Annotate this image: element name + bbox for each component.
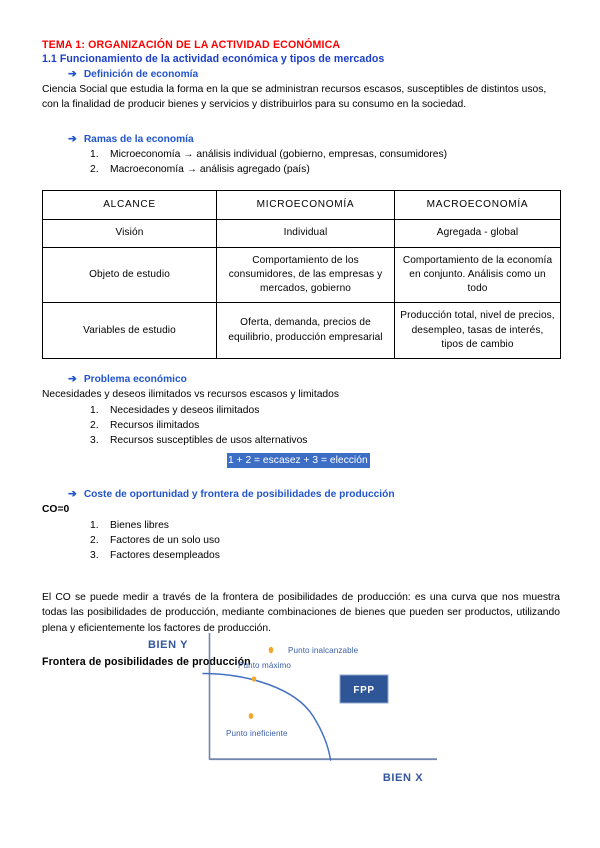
arrow-bullet-icon: ➔	[68, 372, 77, 385]
arrow-bullet-icon: ➔	[68, 132, 77, 145]
table-cell-label: Visión	[43, 220, 217, 247]
comparison-table	[42, 190, 561, 359]
table-row	[43, 303, 561, 359]
spacer	[42, 113, 560, 132]
subheading-problema-label: Problema económico	[83, 373, 187, 385]
x-axis-label: BIEN X	[382, 772, 424, 784]
spacer	[42, 468, 560, 487]
highlighted-formula-line	[42, 450, 560, 468]
spacer	[42, 177, 560, 190]
co-label: CO=0	[42, 504, 70, 516]
subheading-coste	[68, 487, 560, 502]
list-item: Necesidades y deseos ilimitados	[110, 404, 260, 416]
table-header-row	[43, 191, 561, 220]
highlighted-formula: 1 + 2 = escasez + 3 = elección	[228, 455, 368, 467]
table-cell-macro: Producción total, nivel de precios, desempleo, tasas de interés, tipos de cambio	[395, 303, 561, 359]
subheading-definicion	[68, 67, 560, 82]
arrow-bullet-icon: ➔	[68, 488, 77, 501]
ppf-curve	[203, 674, 331, 761]
subheading-definicion-label: Definición de economía	[83, 68, 199, 80]
list-problema	[42, 403, 560, 449]
subheading-ramas-label: Ramas de la economía	[83, 133, 194, 145]
point-inalcanzable-label: Punto inalcanzable	[288, 646, 359, 655]
list-item: Macroeconomía → análisis agregado (país)	[110, 163, 310, 175]
list-item: Factores de un solo uso	[110, 534, 220, 546]
point-ineficiente-marker	[249, 713, 254, 719]
subheading-problema	[68, 372, 560, 387]
document-content	[42, 38, 560, 670]
table-cell-label: Variables de estudio	[43, 303, 217, 359]
section-title: 1.1 Funcionamiento de la actividad económica y tipos de mercados	[42, 53, 385, 65]
list-coste	[42, 518, 560, 564]
table-header-cell: MACROECONOMÍA	[395, 191, 561, 220]
spacer	[42, 564, 560, 583]
paragraph-problema-intro: Necesidades y deseos ilimitados vs recursos escasos y limitados	[42, 388, 340, 400]
point-maximo-marker	[252, 676, 257, 681]
point-maximo-label: Punto máximo	[238, 661, 291, 670]
list-item: Recursos susceptibles de usos alternativos	[110, 435, 308, 447]
arrow-bullet-icon: ➔	[68, 67, 77, 80]
y-axis-label: BIEN Y	[147, 639, 189, 651]
paragraph-definicion: Ciencia Social que estudia la forma en la que se administran recursos escasos, susceptibles de distintos usos, con la finalidad de producir bienes y servicios y distribuirlos para su consumo en la sociedad.	[42, 83, 547, 111]
point-ineficiente-label: Punto ineficiente	[226, 729, 288, 738]
ppf-chart-svg	[0, 620, 600, 800]
point-inalcanzable-marker	[269, 647, 274, 653]
ppf-chart	[0, 620, 600, 800]
paragraph-coste: El CO se puede medir a través de la frontera de posibilidades de producción: es una curva que nos muestra todas las posibilidades de producción, mediante combinaciones de bienes que pueden ser productos, utilizando plena y eficientemente los factores de producción.	[42, 591, 560, 634]
spacer	[42, 583, 560, 590]
list-item: Bienes libres	[110, 519, 169, 531]
subheading-coste-label: Coste de oportunidad y frontera de posibilidades de producción	[83, 489, 395, 501]
spacer	[42, 359, 560, 372]
table-cell-macro: Comportamiento de la economía en conjunto. Análisis como un todo	[395, 247, 561, 303]
document-title: TEMA 1: ORGANIZACIÓN DE LA ACTIVIDAD ECONÓMICA	[42, 39, 341, 51]
list-item: Recursos ilimitados	[110, 419, 200, 431]
table-cell-label: Objeto de estudio	[43, 247, 217, 303]
table-row	[43, 247, 561, 303]
table-cell-micro: Oferta, demanda, precios de equilibrio, producción empresarial	[217, 303, 395, 359]
figure-heading: Frontera de posibilidades de producción	[42, 656, 251, 669]
list-item: Microeconomía → análisis individual (gobierno, empresas, consumidores)	[110, 148, 448, 160]
table-header-cell: MICROECONOMÍA	[217, 191, 395, 220]
subheading-ramas	[68, 132, 560, 147]
list-ramas	[42, 147, 560, 178]
table-cell-macro: Agregada - global	[395, 220, 561, 247]
list-item: Factores desempleados	[110, 550, 220, 562]
table-row	[43, 220, 561, 247]
fpp-legend-label: FPP	[353, 685, 375, 696]
table-cell-micro: Individual	[217, 220, 395, 247]
table-cell-micro: Comportamiento de los consumidores, de las empresas y mercados, gobierno	[217, 247, 395, 303]
table-header-cell: ALCANCE	[43, 191, 217, 220]
